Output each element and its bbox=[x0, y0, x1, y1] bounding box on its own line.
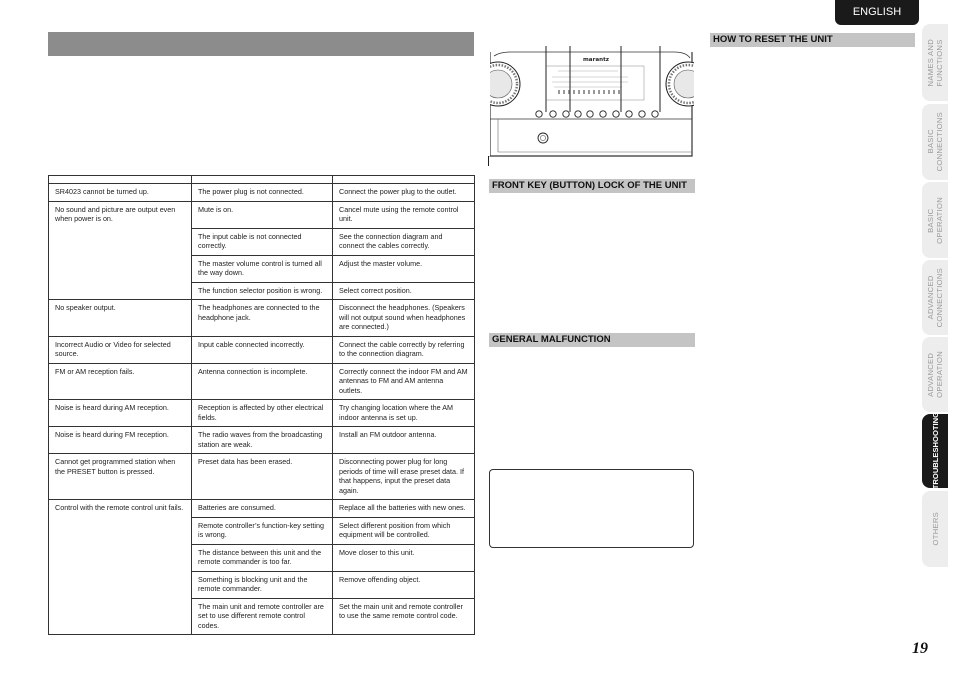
brand-logo: marantz bbox=[582, 57, 610, 63]
symptom-cell: No speaker output. bbox=[49, 300, 192, 337]
table-row bbox=[49, 300, 475, 337]
symptom-cell: Noise is heard during AM reception. bbox=[49, 400, 192, 427]
countermeasure-cell: Replace all the batteries with new ones. bbox=[333, 500, 475, 518]
cause-cell: The radio waves from the broadcasting station are weak. bbox=[192, 427, 333, 454]
table-header-cause bbox=[192, 176, 333, 184]
countermeasure-cell: Remove offending object. bbox=[333, 571, 475, 598]
tab-label: OTHERS bbox=[930, 512, 940, 546]
countermeasure-cell: Connect the cable correctly by referring to the connection diagram. bbox=[333, 336, 475, 363]
cause-cell: Reception is affected by other electrical fields. bbox=[192, 400, 333, 427]
countermeasure-cell: Cancel mute using the remote control unit. bbox=[333, 201, 475, 228]
countermeasure-cell: Disconnecting power plug for long periods of time will erase preset data. If that happens, input the preset data again. bbox=[333, 454, 475, 500]
cause-cell: The function selector position is wrong. bbox=[192, 282, 333, 300]
tab-advanced-connections[interactable] bbox=[922, 260, 948, 335]
tab-label: BASIC CONNECTIONS bbox=[926, 112, 944, 172]
countermeasure-cell: Try changing location where the AM indoor antenna is set up. bbox=[333, 400, 475, 427]
table-row bbox=[49, 363, 475, 400]
table-row bbox=[49, 427, 475, 454]
countermeasure-cell: Adjust the master volume. bbox=[333, 255, 475, 282]
general-malfunction-heading: GENERAL MALFUNCTION bbox=[489, 333, 695, 347]
language-tab: ENGLISH bbox=[835, 0, 919, 25]
left-knob-icon bbox=[488, 62, 520, 106]
cause-cell: The power plug is not connected. bbox=[192, 184, 333, 202]
countermeasure-cell: See the connection diagram and connect the cables correctly. bbox=[333, 228, 475, 255]
tab-troubleshooting[interactable] bbox=[922, 414, 948, 488]
front-buttons bbox=[536, 111, 658, 117]
countermeasure-cell: Select different position from which equipment will be controlled. bbox=[333, 517, 475, 544]
cause-cell: Preset data has been erased. bbox=[192, 454, 333, 500]
tab-basic-operation[interactable] bbox=[922, 182, 948, 258]
cause-cell: The master volume control is turned all the way down. bbox=[192, 255, 333, 282]
cause-cell: Mute is on. bbox=[192, 201, 333, 228]
note-box bbox=[489, 469, 694, 548]
cause-cell: Input cable connected incorrectly. bbox=[192, 336, 333, 363]
troubleshooting-table bbox=[48, 175, 475, 635]
cause-cell: The headphones are connected to the headphone jack. bbox=[192, 300, 333, 337]
front-key-lock-heading: FRONT KEY (BUTTON) LOCK OF THE UNIT bbox=[489, 179, 695, 193]
symptom-cell: Incorrect Audio or Video for selected source. bbox=[49, 336, 192, 363]
section-title-bar bbox=[48, 32, 474, 56]
table-row bbox=[49, 336, 475, 363]
symptom-cell: Cannot get programmed station when the PRESET button is pressed. bbox=[49, 454, 192, 500]
table-header-symptom bbox=[49, 176, 192, 184]
table-row bbox=[49, 500, 475, 518]
tab-advanced-operation[interactable] bbox=[922, 337, 948, 412]
tab-label: BASIC OPERATION bbox=[926, 196, 944, 244]
power-button-icon bbox=[538, 133, 548, 143]
table-row bbox=[49, 184, 475, 202]
cause-cell: Remote controller’s function-key setting is wrong. bbox=[192, 517, 333, 544]
receiver-front-panel-illustration bbox=[488, 44, 698, 169]
cause-cell: Batteries are consumed. bbox=[192, 500, 333, 518]
tab-label: ADVANCED OPERATION bbox=[926, 351, 944, 398]
countermeasure-cell: Set the main unit and remote controller to use the same remote control code. bbox=[333, 598, 475, 635]
countermeasure-cell: Move closer to this unit. bbox=[333, 544, 475, 571]
page-number: 19 bbox=[912, 640, 928, 657]
tab-label: NAMES AND FUNCTIONS bbox=[926, 38, 944, 87]
cause-cell: Antenna connection is incomplete. bbox=[192, 363, 333, 400]
symptom-cell: SR4023 cannot be turned up. bbox=[49, 184, 192, 202]
symptom-cell: FM or AM reception fails. bbox=[49, 363, 192, 400]
countermeasure-cell: Disconnect the headphones. (Speakers will not output sound when headphones are connected.) bbox=[333, 300, 475, 337]
table-header-row bbox=[49, 176, 475, 184]
tab-names-and-functions[interactable] bbox=[922, 24, 948, 101]
cause-cell: Something is blocking unit and the remote commander. bbox=[192, 571, 333, 598]
symptom-cell: Noise is heard during FM reception. bbox=[49, 427, 192, 454]
table-row bbox=[49, 201, 475, 228]
tab-label: ADVANCED CONNECTIONS bbox=[926, 267, 944, 328]
cause-cell: The input cable is not connected correctly. bbox=[192, 228, 333, 255]
symptom-cell: No sound and picture are output even when power is on. bbox=[49, 201, 192, 300]
countermeasure-cell: Select correct position. bbox=[333, 282, 475, 300]
cause-cell: The main unit and remote controller are set to use different remote control codes. bbox=[192, 598, 333, 635]
cause-cell: The distance between this unit and the remote commander is too far. bbox=[192, 544, 333, 571]
right-knob-icon bbox=[666, 62, 698, 106]
table-row bbox=[49, 400, 475, 427]
countermeasure-cell: Connect the power plug to the outlet. bbox=[333, 184, 475, 202]
tab-basic-connections[interactable] bbox=[922, 104, 948, 180]
countermeasure-cell: Install an FM outdoor antenna. bbox=[333, 427, 475, 454]
symptom-cell: Control with the remote control unit fails. bbox=[49, 500, 192, 635]
how-to-reset-heading: HOW TO RESET THE UNIT bbox=[710, 33, 915, 47]
table-header-countermeasure bbox=[333, 176, 475, 184]
countermeasure-cell: Correctly connect the indoor FM and AM antennas to FM and AM antenna outlets. bbox=[333, 363, 475, 400]
tab-label: TROUBLESHOOTING bbox=[930, 412, 940, 490]
tab-others[interactable] bbox=[922, 491, 948, 567]
table-row bbox=[49, 454, 475, 500]
